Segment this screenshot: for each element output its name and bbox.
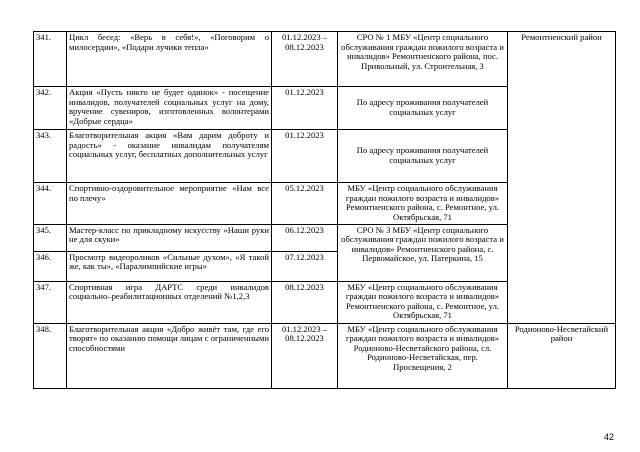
venue: МБУ «Центр социального обслуживания граждан пожилого возраста и инвалидов» Ремонтненского района, с. Ремонтное, ул. Октябрьская, 71	[338, 183, 508, 225]
venue: СРО № 3 МБУ «Центр социального обслуживания граждан пожилого возраста и инвалидов» Ремонтненского района, с. Первомайское, ул. Патеркина, 15	[338, 224, 508, 281]
date-start: 01.12.2023 –	[281, 32, 328, 42]
event-description: Спортивно-оздоровительное мероприятие «Нам все по плечу»	[67, 183, 272, 225]
event-date: 05.12.2023	[272, 183, 338, 225]
event-date	[272, 323, 338, 388]
venue: МБУ «Центр социального обслуживания граждан пожилого возраста и инвалидов» Ремонтненского района, с. Ремонтное, ул. Октябрьская, 71	[338, 281, 508, 323]
venue: По адресу проживания получателей социальных услуг	[338, 87, 508, 130]
row-number: 341.	[34, 32, 67, 87]
table-row	[34, 323, 616, 388]
event-date: 01.12.2023	[272, 87, 338, 130]
district-cell: Ремонтненский район	[508, 32, 616, 324]
row-number: 345.	[34, 224, 67, 251]
event-date: 06.12.2023	[272, 224, 338, 251]
page-number: 42	[604, 432, 615, 442]
event-description: Просмотр видеороликов «Сильные духом», «Я такой же, как ты», «Паралимпийские игры»	[67, 251, 272, 281]
venue: МБУ «Центр социального обслуживания граждан пожилого возраста и инвалидов» Родионово-Несветайского района, сл. Родионово-Несветайская, пер. Просвещения, 2	[338, 323, 508, 388]
date-start: 01.12.2023 –	[281, 323, 328, 334]
row-number: 347.	[34, 281, 67, 323]
event-description: Благотворительная акция «Вам дарим доброту и радость» - оказание инвалидам получателям социальных услуг, бесплатных дополнительных услуг	[67, 130, 272, 183]
district-cell: Родионово-Несветайский район	[508, 323, 616, 388]
venue: По адресу проживания получателей социальных услуг	[338, 130, 508, 183]
event-description: Цикл бесед: «Верь в себя!», «Поговорим о милосердии», «Подари лучики тепла»	[67, 32, 272, 87]
event-description: Спортивная игра ДАРТС среди инвалидов социально–реабилитационных отделений №1,2,3	[67, 281, 272, 323]
row-number: 348.	[34, 323, 67, 388]
event-description: Мастер-класс по прикладному искусству «Наши руки не для скуки»	[67, 224, 272, 251]
row-number: 342.	[34, 87, 67, 130]
row-number: 344.	[34, 183, 67, 225]
event-date: 07.12.2023	[272, 251, 338, 281]
date-end: 08.12.2023	[285, 41, 324, 52]
event-description: Благотворительная акция «Добро живёт там, где его творят» по оказанию помощи лицам с ограниченными способностями	[67, 323, 272, 388]
event-date	[272, 32, 338, 87]
event-date: 08.12.2023	[272, 281, 338, 323]
event-date: 01.12.2023	[272, 130, 338, 183]
row-number: 343.	[34, 130, 67, 183]
table-row	[34, 32, 616, 87]
date-end: 08.12.2023	[285, 333, 324, 344]
events-table	[33, 31, 616, 389]
event-description: Акция «Пусть никто не будет одинок» - посещение инвалидов, получателей социальных услуг на дому, вручение сувениров, изготовленных волонтерами «Добрые сердца»	[67, 87, 272, 130]
venue: СРО № 1 МБУ «Центр социального обслуживания граждан пожилого возраста и инвалидов» Ремонтненского района, пос. Привольный, ул. Строительная, 3	[338, 32, 508, 87]
row-number: 346.	[34, 251, 67, 281]
